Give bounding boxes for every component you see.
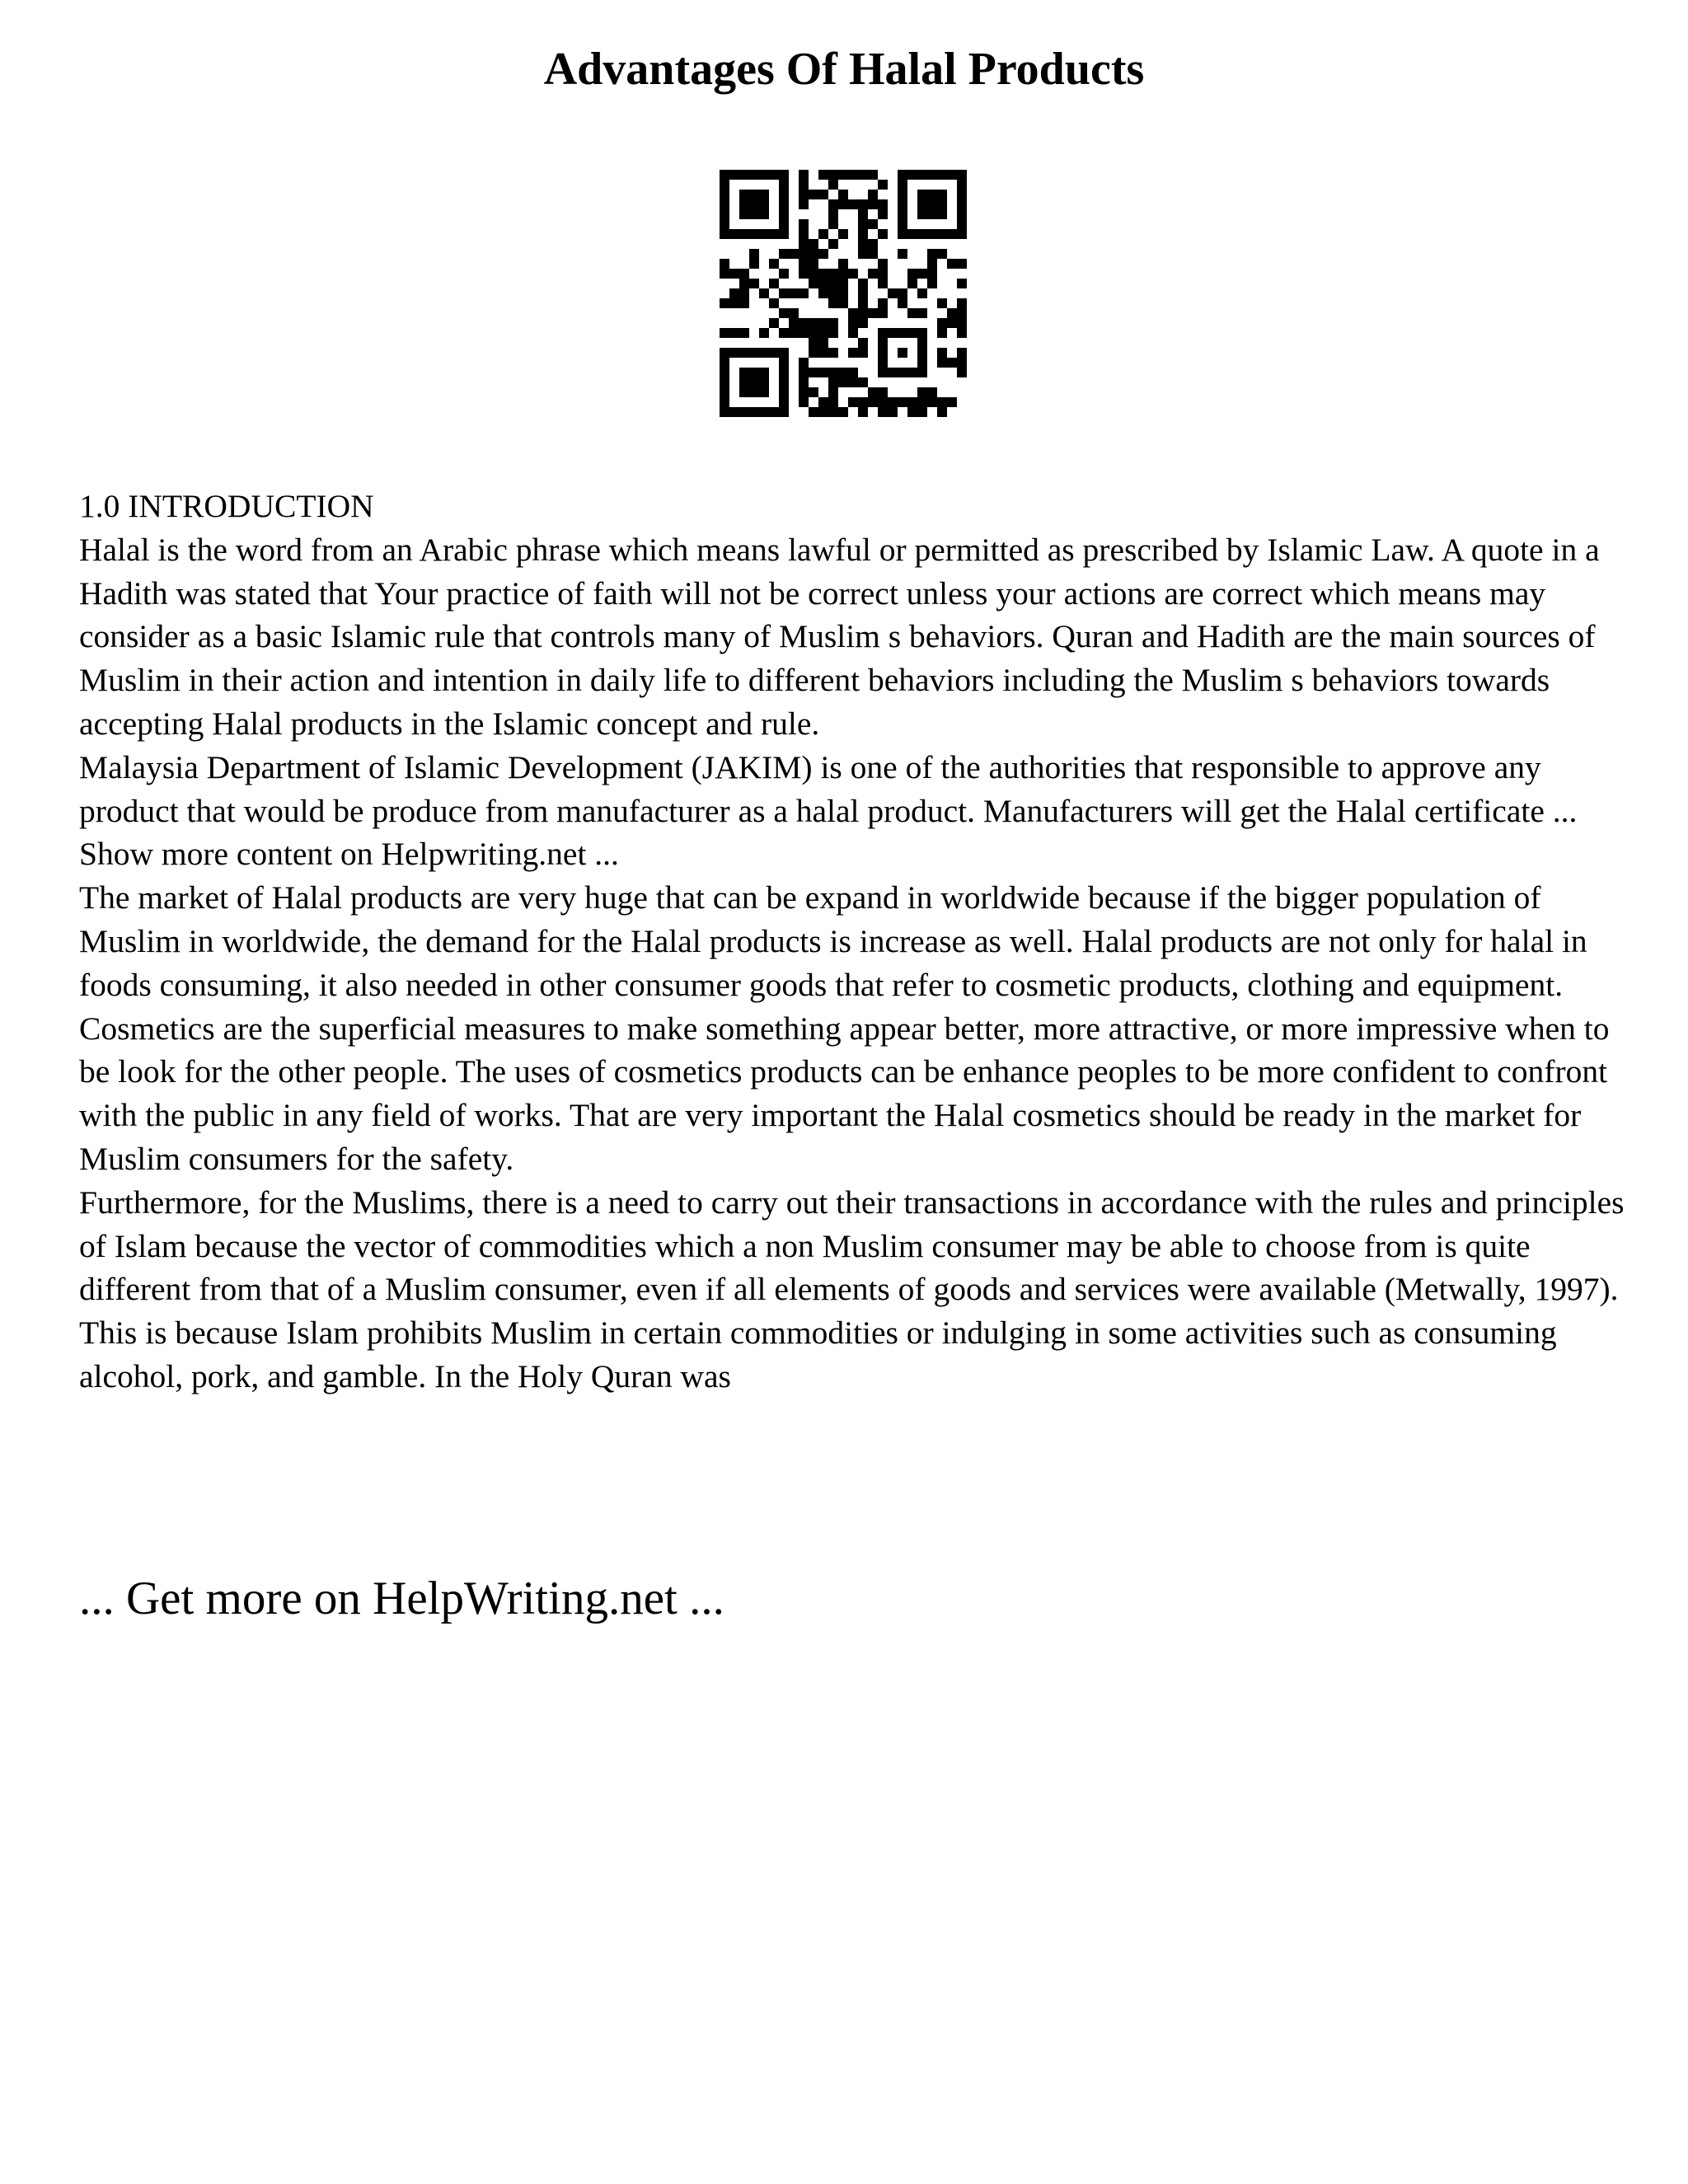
page-title: Advantages Of Halal Products: [543, 44, 1145, 95]
article-body: [79, 485, 1637, 1399]
get-more-link[interactable]: ... Get more on HelpWriting.net ...: [79, 1572, 724, 1624]
qr-code-icon: [720, 170, 967, 417]
paragraph-5: Furthermore, for the Muslims, there is a need to carry out their transactions in accordance with the rules and principles of Islam because the vector of commodities which a non Muslim consumer may be able to choose from is quite different from that of a Muslim consumer, even if all elements of goods and services were available (Metwally, 1997). This is because Islam prohibits Muslim in certain commodities or indulging in some activities such as consuming alcohol, pork, and gamble. In the Holy Quran was: [79, 1183, 1625, 1394]
paragraph-3: The market of Halal products are very huge that can be expand in worldwide because if the bigger population of Muslim in worldwide, the demand for the Halal products is increase as well. Halal products are not only for halal in foods consuming, it also needed in other consumer goods that refer to cosmetic products, clothing and equipment.: [79, 879, 1587, 1003]
paragraph-1: Halal is the word from an Arabic phrase which means lawful or permitted as prescribed by Islamic Law. A quote in a Hadith was stated that Your practice of faith will not be correct unless your actions are correct which means may consider as a basic Islamic rule that controls many of Muslim s behaviors. Quran and Hadith are the main sources of Muslim in their action and intention in daily life to different behaviors including the Muslim s behaviors towards accepting Halal products in the Islamic concept and rule.: [79, 531, 1600, 742]
paragraph-2: Malaysia Department of Islamic Development (JAKIM) is one of the authorities that responsible to approve any product that would be produce from manufacturer as a halal product. Manufacturers will get the Halal certificate ... Show more content on Helpwriting.net ...: [79, 748, 1578, 873]
paragraph-4: Cosmetics are the superficial measures to make something appear better, more attractive, or more impressive when to be look for the other people. The uses of cosmetics products can be enhance peoples to be more confident to confront with the public in any field of works. That are very important the Halal cosmetics should be ready in the market for Muslim consumers for the safety.: [79, 1010, 1610, 1177]
section-heading: 1.0 INTRODUCTION: [79, 488, 374, 524]
